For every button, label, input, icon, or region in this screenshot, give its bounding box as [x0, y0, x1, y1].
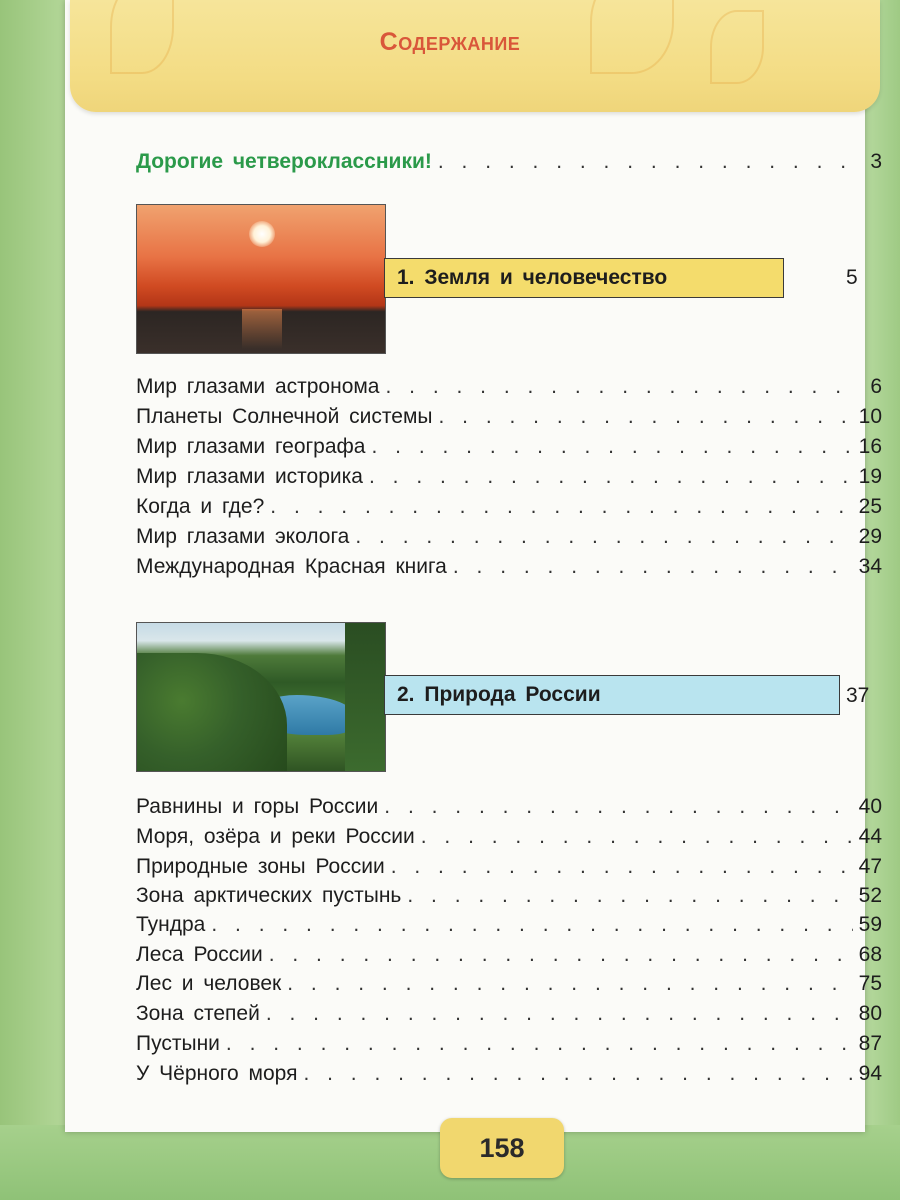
- toc-label: Лес и человек: [136, 972, 282, 995]
- dot-leader: [270, 495, 852, 519]
- toc-label: Дорогие четвероклассники!: [136, 150, 432, 173]
- toc-label: Зона степей: [136, 1002, 260, 1025]
- toc-row[interactable]: [136, 1032, 882, 1060]
- dot-leader: [303, 1062, 852, 1086]
- toc-page: 47: [858, 855, 882, 878]
- dot-leader: [226, 1032, 853, 1056]
- toc-row[interactable]: [136, 795, 882, 823]
- toc-row[interactable]: [136, 972, 882, 1000]
- toc-page: 59: [858, 913, 882, 936]
- toc-row[interactable]: [136, 555, 882, 583]
- dot-leader: [407, 884, 852, 908]
- toc-label: У Чёрного моря: [136, 1062, 298, 1085]
- toc-page: 19: [858, 465, 882, 488]
- sunset-image: [136, 204, 386, 354]
- section-heading-russia-nature[interactable]: [384, 675, 840, 715]
- toc-page: 6: [870, 375, 882, 398]
- toc-row[interactable]: [136, 375, 882, 403]
- toc-page: 94: [858, 1062, 882, 1085]
- toc-page: 34: [858, 555, 882, 578]
- section-page: 37: [846, 684, 870, 707]
- page-title: Содержание: [379, 28, 521, 56]
- page-number: 158: [479, 1132, 525, 1163]
- toc-page: 16: [858, 435, 882, 458]
- toc-page: 10: [858, 405, 882, 428]
- dot-leader: [211, 913, 852, 937]
- toc-row[interactable]: [136, 855, 882, 883]
- dot-leader: [371, 435, 852, 459]
- toc-page: 29: [858, 525, 882, 548]
- toc-row[interactable]: [136, 1002, 882, 1030]
- toc-row[interactable]: [136, 1062, 882, 1090]
- toc-page: 3: [870, 150, 882, 173]
- toc-label: Мир глазами географа: [136, 435, 366, 458]
- toc-row[interactable]: [136, 913, 882, 941]
- forest-lake-image: [136, 622, 386, 772]
- section-title: 1. Земля и человечество: [397, 266, 668, 289]
- dot-leader: [369, 465, 853, 489]
- toc-label: Равнины и горы России: [136, 795, 379, 818]
- toc-page: 75: [858, 972, 882, 995]
- dot-leader: [386, 375, 857, 399]
- toc-label: Мир глазами эколога: [136, 525, 350, 548]
- dot-leader: [421, 825, 853, 849]
- toc-label: Международная Красная книга: [136, 555, 447, 578]
- toc-label: Планеты Солнечной системы: [136, 405, 433, 428]
- toc-label: Мир глазами историка: [136, 465, 363, 488]
- toc-page: 87: [858, 1032, 882, 1055]
- dot-leader: [355, 525, 852, 549]
- toc-label: Природные зоны России: [136, 855, 385, 878]
- toc-row[interactable]: [136, 884, 882, 912]
- dot-leader: [453, 555, 853, 579]
- dot-leader: [438, 150, 856, 174]
- toc-label: Мир глазами астронома: [136, 375, 380, 398]
- toc-label: Моря, озёра и реки России: [136, 825, 415, 848]
- dot-leader: [287, 972, 852, 996]
- toc-row[interactable]: [136, 495, 882, 523]
- toc-label: Зона арктических пустынь: [136, 884, 402, 907]
- toc-row[interactable]: [136, 405, 882, 433]
- toc-row[interactable]: [136, 825, 882, 853]
- sun-icon: [249, 221, 275, 247]
- trees-left: [137, 653, 287, 772]
- toc-row[interactable]: [136, 943, 882, 971]
- toc-page: 44: [858, 825, 882, 848]
- toc-row[interactable]: [136, 465, 882, 493]
- toc-label: Леса России: [136, 943, 263, 966]
- toc-label: Тундра: [136, 913, 206, 936]
- toc-label: Пустыни: [136, 1032, 220, 1055]
- trees-right: [345, 623, 385, 771]
- toc-page: 40: [858, 795, 882, 818]
- section-page: 5: [846, 266, 858, 289]
- sun-reflection: [242, 309, 282, 349]
- toc-page: 52: [858, 884, 882, 907]
- dot-leader: [269, 943, 853, 967]
- toc-page: 25: [858, 495, 882, 518]
- section-heading-earth[interactable]: [384, 258, 784, 298]
- toc-label: Когда и где?: [136, 495, 265, 518]
- dot-leader: [384, 795, 852, 819]
- toc-row[interactable]: [136, 525, 882, 553]
- toc-page: 80: [858, 1002, 882, 1025]
- toc-page: 68: [858, 943, 882, 966]
- section-title: 2. Природа России: [397, 683, 601, 706]
- toc-row-intro[interactable]: [136, 150, 882, 178]
- page-number-tab: [440, 1118, 564, 1178]
- left-background: [0, 0, 70, 1200]
- dot-leader: [391, 855, 853, 879]
- toc-row[interactable]: [136, 435, 882, 463]
- dot-leader: [438, 405, 852, 429]
- dot-leader: [266, 1002, 853, 1026]
